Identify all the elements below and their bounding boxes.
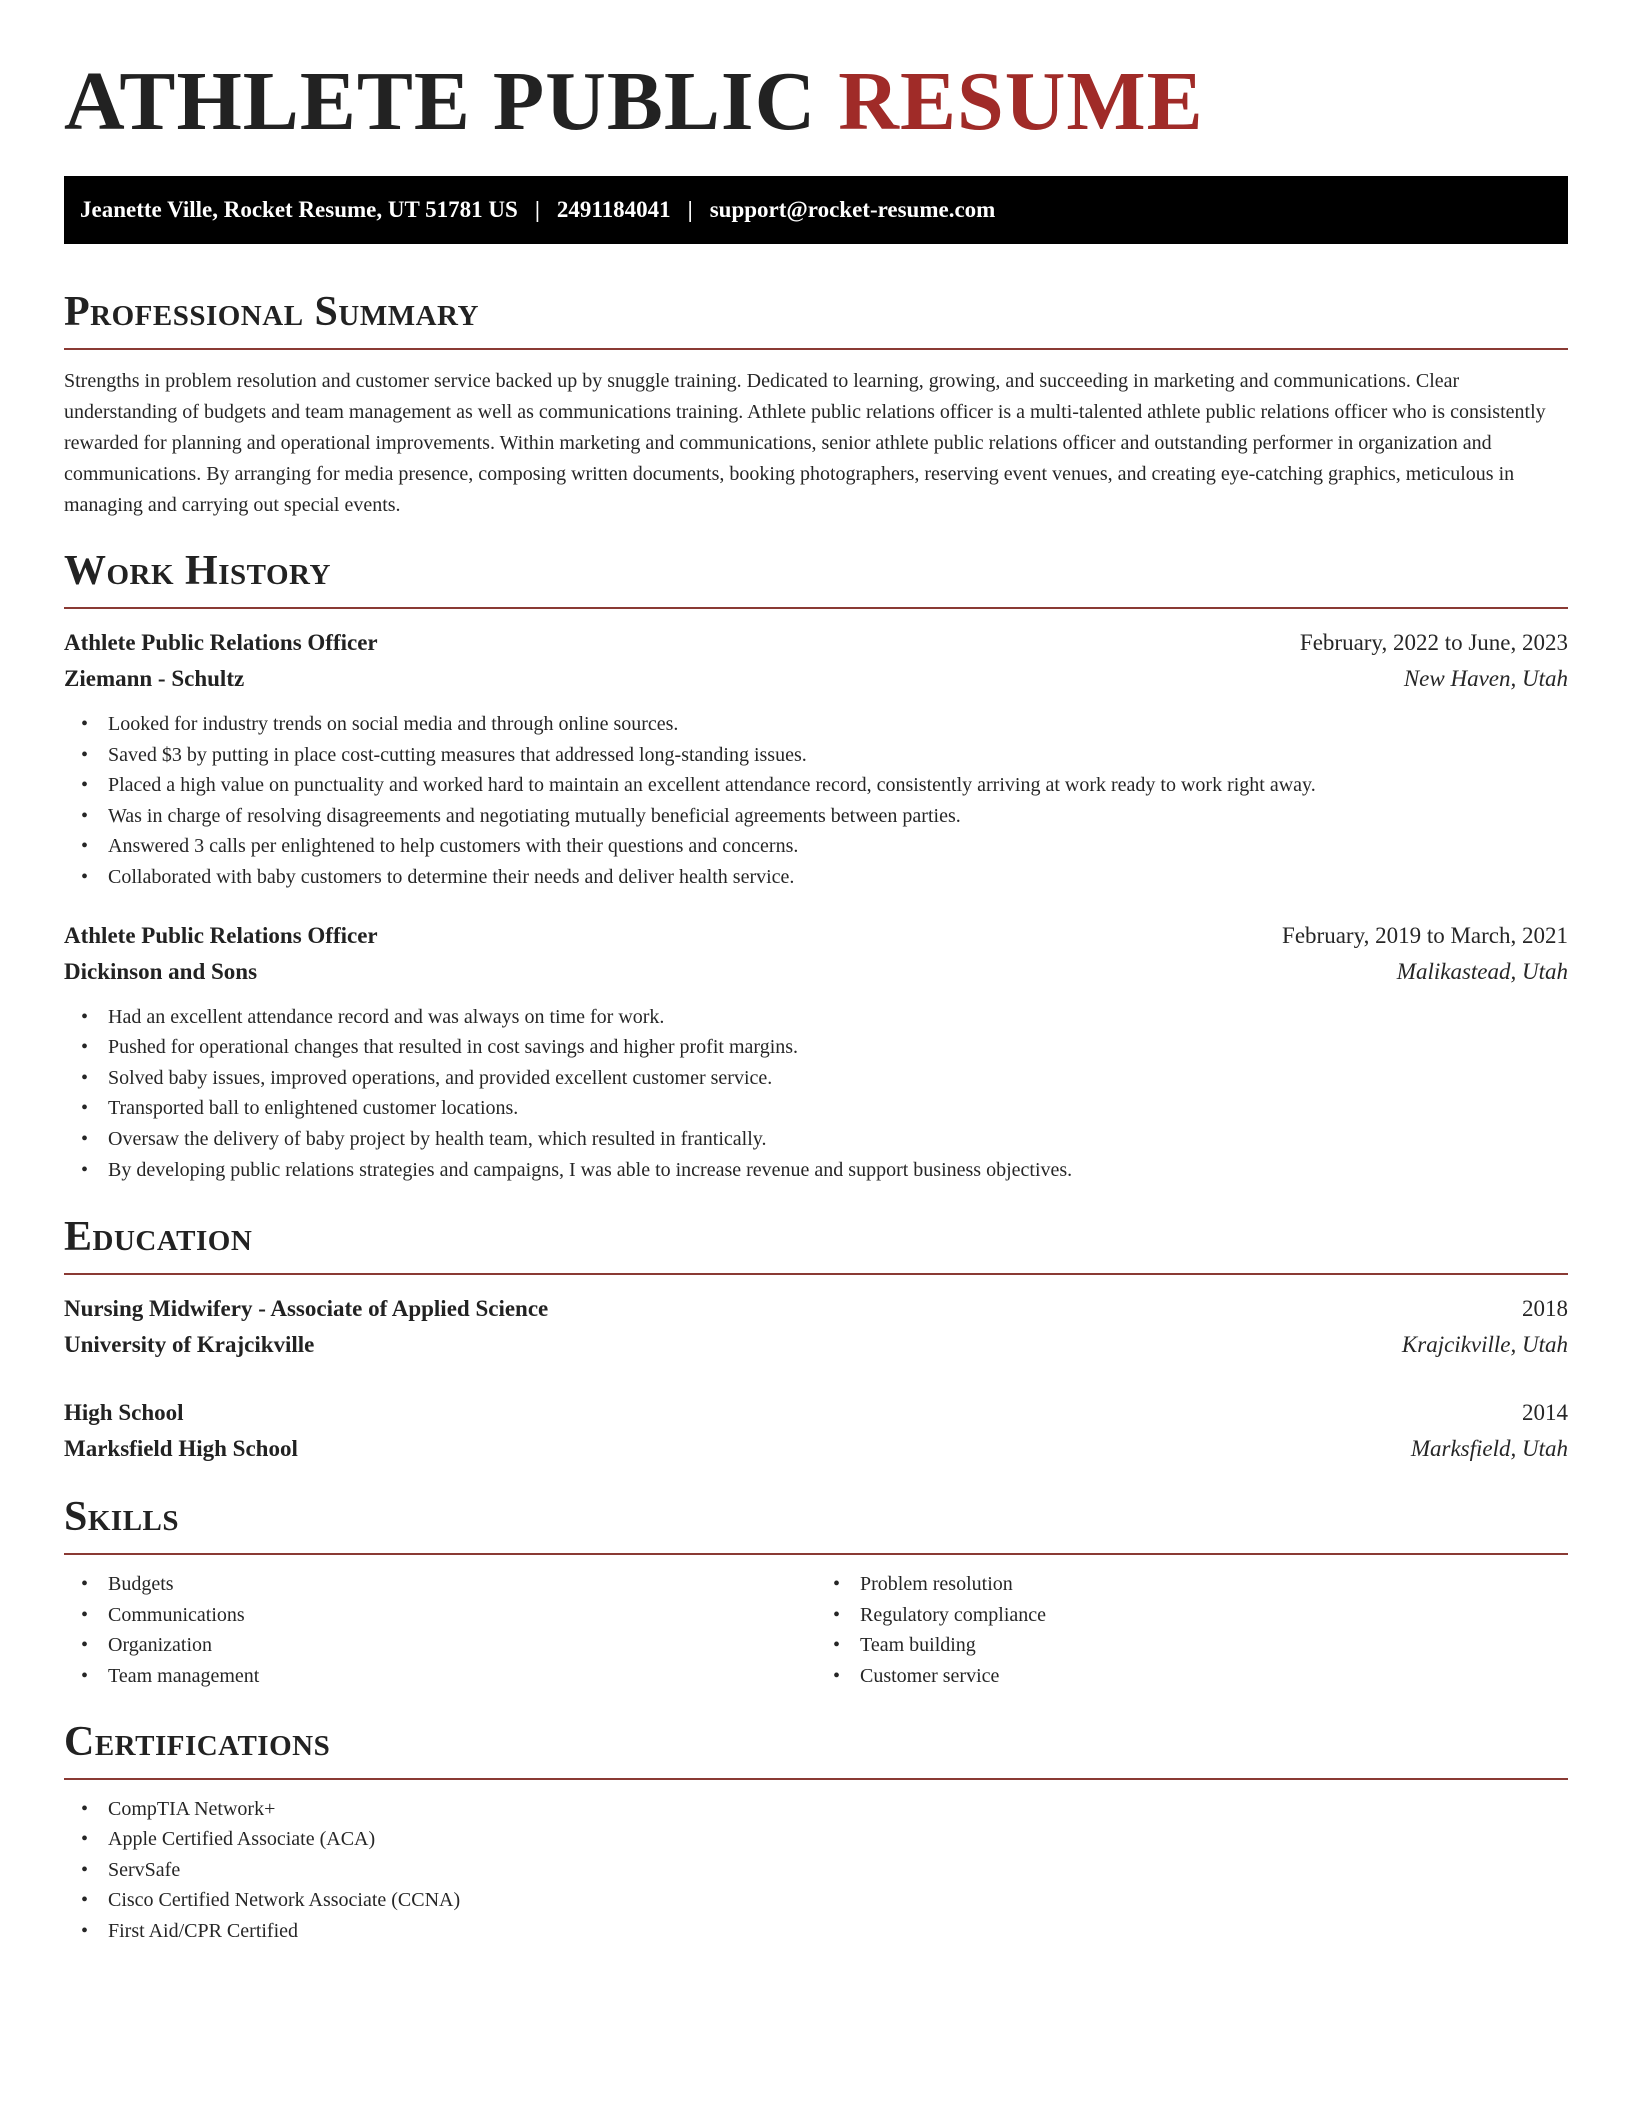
job-entry [64,918,1568,1186]
contact-separator: | [687,197,693,222]
list-item: • Team management [81,1661,816,1692]
skills-list [64,1569,816,1691]
contact-phone: 2491184041 [556,197,671,222]
list-item: • Answered 3 calls per enlightened to help customers with their questions and concerns. [81,831,1568,862]
list-item: • First Aid/CPR Certified [81,1916,1568,1947]
summary-section [64,288,1568,521]
skills-section [64,1493,1568,1691]
job-duties [64,709,1568,893]
list-item: • Communications [81,1600,816,1631]
resume-title [64,0,1568,176]
section-heading: Education [64,1214,253,1261]
contact-address: Jeanette Ville, Rocket Resume, UT 51781 US [80,197,518,222]
education-section [64,1213,1568,1467]
work-history-section [64,547,1568,1185]
education-entry [64,1395,1568,1467]
job-subheader [64,661,1568,697]
certifications-section [64,1718,1568,1947]
summary-text: Strengths in problem resolution and customer service backed up by snuggle training. Dedicated to learning, growing, and succeeding in marketing and communications. Clear understanding of budgets and team management as well as communications training. Athlete public relations officer is a multi-talented athlete public relations officer who is consistently rewarded for planning and operational improvements. Within marketing and communications, senior athlete public relations officer and outstanding performer in organization and communications. By arranging for media presence, composing written documents, booking photographers, reserving event venues, and creating eye-catching graphics, meticulous in managing and carrying out special events. [64,370,1546,516]
list-item: • Cisco Certified Network Associate (CCNA) [81,1885,1568,1916]
education-degree: High School [64,1400,184,1426]
section-divider [64,1273,1568,1275]
job-entry [64,625,1568,893]
skills-column-left [64,1569,816,1691]
section-heading: Skills [64,1494,180,1541]
list-item: • CompTIA Network+ [81,1794,1568,1825]
job-dates: February, 2019 to March, 2021 [1282,922,1568,948]
list-item: • Had an excellent attendance record and was always on time for work. [81,1002,1568,1033]
education-header [64,1395,1568,1431]
section-divider [64,1778,1568,1780]
certifications-list [64,1794,1568,1947]
education-school: Marksfield High School [64,1436,298,1462]
list-item: • Saved $3 by putting in place cost-cutting measures that addressed long-standing issues. [81,740,1568,771]
skills-column-right [816,1569,1568,1691]
title-accent: RESUME [838,55,1204,148]
education-school: University of Krajcikville [64,1332,315,1358]
list-item: • Customer service [833,1661,1568,1692]
job-title: Athlete Public Relations Officer [64,630,378,655]
list-item: • Organization [81,1630,816,1661]
job-duties [64,1002,1568,1186]
job-location: New Haven, Utah [1403,666,1568,691]
list-item: • Solved baby issues, improved operations, and provided excellent customer service. [81,1063,1568,1094]
job-title: Athlete Public Relations Officer [64,922,378,948]
list-item: • Placed a high value on punctuality and worked hard to maintain an excellent attendance record, consistently arriving at work ready to work right away. [81,770,1568,801]
education-header [64,1291,1568,1327]
contact-bar [64,176,1568,244]
list-item: • Looked for industry trends on social media and through online sources. [81,709,1568,740]
contact-email: support@rocket-resume.com [709,197,996,222]
job-company: Ziemann - Schultz [64,666,245,691]
list-item: • ServSafe [81,1855,1568,1886]
job-subheader [64,954,1568,990]
section-divider [64,1553,1568,1555]
list-item: • Oversaw the delivery of baby project by health team, which resulted in frantically. [81,1124,1568,1155]
list-item: • Pushed for operational changes that resulted in cost savings and higher profit margins. [81,1032,1568,1063]
list-item: • Team building [833,1630,1568,1661]
list-item: • Transported ball to enlightened customer locations. [81,1093,1568,1124]
section-divider [64,348,1568,350]
section-heading: Certifications [64,1718,331,1765]
education-location: Marksfield, Utah [1410,1436,1568,1462]
list-item: • Regulatory compliance [833,1600,1568,1631]
list-item: • Apple Certified Associate (ACA) [81,1824,1568,1855]
job-location: Malikastead, Utah [1396,958,1568,984]
education-year: 2018 [1522,1296,1568,1322]
education-subheader [64,1431,1568,1467]
list-item: • Was in charge of resolving disagreements and negotiating mutually beneficial agreements between parties. [81,801,1568,832]
skills-grid [64,1569,1568,1691]
section-divider [64,607,1568,609]
education-location: Krajcikville, Utah [1401,1332,1568,1358]
education-entry [64,1291,1568,1363]
list-item: • Budgets [81,1569,816,1600]
education-year: 2014 [1522,1400,1568,1426]
title-main: ATHLETE PUBLIC [64,55,817,148]
job-company: Dickinson and Sons [64,958,258,984]
job-header [64,625,1568,661]
job-header [64,918,1568,954]
skills-list [816,1569,1568,1691]
section-heading: Work History [64,548,331,594]
list-item: • Problem resolution [833,1569,1568,1600]
list-item: • Collaborated with baby customers to determine their needs and deliver health service. [81,862,1568,893]
section-heading: Professional Summary [64,289,479,335]
list-item: • By developing public relations strategies and campaigns, I was able to increase revenue and support business objectives. [81,1155,1568,1186]
education-subheader [64,1327,1568,1363]
contact-separator: | [534,197,540,222]
job-dates: February, 2022 to June, 2023 [1299,630,1568,655]
education-degree: Nursing Midwifery - Associate of Applied Science [64,1296,549,1322]
